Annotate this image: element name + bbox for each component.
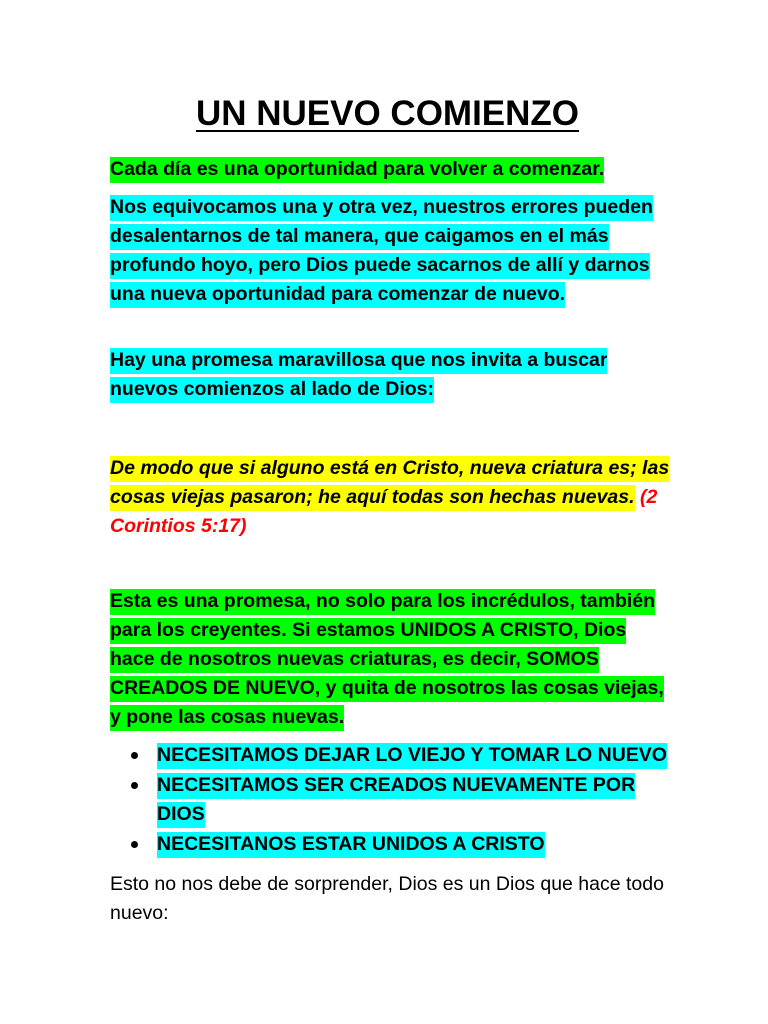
closing-paragraph: Esto no nos debe de sorprender, Dios es un Dios que hace todo nuevo: xyxy=(110,873,664,924)
explanation-paragraph xyxy=(110,587,670,732)
bullet-icon xyxy=(131,782,138,789)
explanation-text: Esta es una promesa, no solo para los incrédulos, también para los creyentes. Si estamos UNIDOS A CRISTO, Dios hace de nosotros nuevas criaturas, es decir, SOMOS CREADOS DE NUEVO, y quita de nosotros las cosas viejas, y pone las cosas nuevas. xyxy=(110,589,664,731)
list-item xyxy=(110,830,670,859)
bullet-icon xyxy=(131,752,138,759)
promise-paragraph xyxy=(110,346,670,404)
bible-quote-reference: (2 Corintios 5:17) xyxy=(110,486,658,537)
bible-quote-text: De modo que si alguno está en Cristo, nueva criatura es; las cosas viejas pasaron; he aquí todas son hechas nuevas. xyxy=(110,456,669,511)
list-item xyxy=(110,771,670,829)
list-item-text: NECESITAMOS SER CREADOS NUEVAMENTE POR DIOS xyxy=(157,773,635,828)
list-item-text: NECESITANOS ESTAR UNIDOS A CRISTO xyxy=(157,832,545,858)
bullet-icon xyxy=(131,841,138,848)
needs-list xyxy=(110,741,670,859)
intro-paragraph xyxy=(110,155,670,184)
errors-text: Nos equivocamos una y otra vez, nuestros errores pueden desalentarnos de tal manera, que caigamos en el más profundo hoyo, pero Dios puede sacarnos de allí y darnos una nueva oportunidad para comenzar de nuevo. xyxy=(110,195,653,308)
list-item xyxy=(110,741,670,770)
promise-text: Hay una promesa maravillosa que nos invita a buscar nuevos comienzos al lado de Dios: xyxy=(110,348,607,403)
page-title: UN NUEVO COMIENZO xyxy=(195,94,580,133)
bible-quote-paragraph xyxy=(110,454,670,541)
list-item-text: NECESITAMOS DEJAR LO VIEJO Y TOMAR LO NUEVO xyxy=(157,743,667,769)
errors-paragraph xyxy=(110,193,670,309)
intro-text: Cada día es una oportunidad para volver a comenzar. xyxy=(110,157,604,183)
